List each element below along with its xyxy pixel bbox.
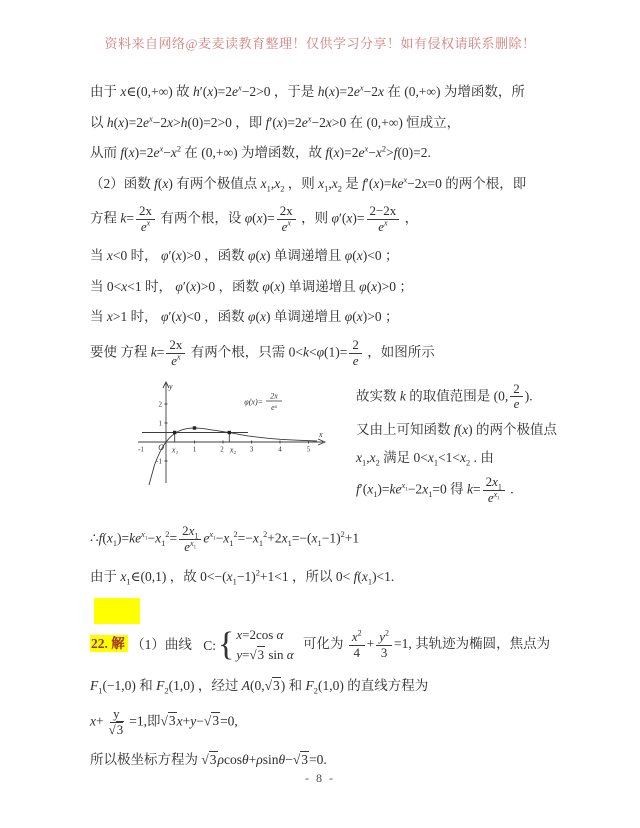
- math-line: $f'(x_1)=ke^{x_1}-2x_1=0$ 得 k= $\frac{2x_1}{e^{x_1}}$ .: [356, 474, 514, 506]
- math-line: 从而 $f(x)=2e^x-x^2$ 在 (0,+∞) 为增函数，故 $f(x)=2e^x-x^2>f(0)=2$.: [90, 144, 431, 161]
- phi-curve: [149, 428, 317, 485]
- function-graph-figure: [136, 380, 328, 490]
- header-notice: 资料来自网络@麦麦读教育整理！仅供学习分享！如有侵权请联系删除！: [104, 36, 536, 51]
- x-axis-label: x: [319, 429, 323, 439]
- x-tick-label: 2: [220, 445, 224, 453]
- y-axis-label: y: [169, 381, 173, 391]
- math-line: （2）函数 f(x) 有两个极值点 $x_1,x_2$ ，则 $x_1,x_2$ 是 $f'(x)=ke^x-2x=0$ 的两个根，即: [90, 175, 527, 194]
- function-graph: [136, 380, 328, 486]
- problem-number-highlighted: 22. 解: [90, 635, 128, 652]
- x-tick-label: 5: [306, 445, 311, 453]
- case-equation: x=2cos α: [236, 626, 284, 642]
- x-tick-label: -1: [138, 445, 144, 453]
- parametric-equations: [203, 626, 293, 666]
- cases-brace: {: [218, 626, 235, 664]
- x1-label: x₁: [171, 445, 179, 454]
- figure-side-text: [356, 380, 557, 515]
- math-line: 所以极坐标方程为 √3ρcosθ+ρsinθ−√3=0.: [90, 751, 327, 767]
- origin-label: O: [158, 442, 164, 452]
- curve-equation-label: [244, 391, 282, 412]
- axes: [138, 382, 325, 485]
- svg-text:φ(x)=: φ(x)=: [244, 397, 263, 406]
- math-line: 可化为 $\frac{x^2}{4}$ + $\frac{y^2}{3}$ =1, 其轨迹为椭圆，焦点为: [302, 628, 551, 660]
- x-tick-label: 4: [278, 445, 282, 453]
- math-line: 方程 k= $\frac{2x}{e^x}$ 有两个根，设 φ(x)= $\frac{2x}{e^x}$ ，则 φ′(x)= $\frac{2-2x}{e^x}$ ，: [90, 203, 419, 235]
- y-tick-label: -1: [156, 457, 162, 465]
- math-line: $x_1,x_2$ 满足 $0<x_1<1<x_2$ . 由: [356, 449, 494, 468]
- curve-name: C:: [203, 637, 217, 653]
- x-tick-label: 3: [249, 445, 254, 453]
- svg-text:eˣ: eˣ: [271, 402, 277, 412]
- content-body: [0, 82, 640, 769]
- figure-row: [90, 380, 600, 515]
- math-line: x+ $\frac{y}{√3}$ =1,即√3x+y−√3=0,: [90, 705, 238, 737]
- y-tick-label: 2: [158, 400, 162, 408]
- math-line: 要使 方程 k= $\frac{2x}{e^x}$ 有两个根，只需 0<k<φ(1)= $\frac{2}{e}$ ，如图所示: [90, 336, 435, 368]
- y-tick-label: 1: [158, 419, 162, 427]
- math-line: 由于 $x_1\in(0,1)$ ，故 $0<-(x_1-1)^2+1<1$ ，所以 $0< f(x_1)<1$.: [90, 568, 395, 587]
- x2-label: x₂: [229, 445, 237, 454]
- intro-text: （1）曲线: [131, 636, 192, 652]
- page-number: - 8 -: [305, 771, 335, 785]
- problem-22-intro-line: [90, 626, 600, 666]
- cases-rows: [236, 626, 293, 666]
- x-tick-label: 1: [192, 445, 197, 453]
- case-equation: y=√3 sin α: [236, 647, 294, 663]
- math-line: 由于 x∈(0,+∞) 故 $h'(x)=2e^x-2>0$ ，于是 $h(x)=2e^x-2x$ 在 (0,+∞) 为增函数，所: [90, 83, 525, 99]
- math-line: 以 $h(x)=2e^x-2x>h(0)=2>0$ ，即 $f'(x)=2e^x-2x>0$ 在 (0,+∞) 恒成立，: [90, 114, 461, 130]
- math-line: 故实数 k 的取值范围是 (0, $\frac{2}{e}$ ).: [356, 380, 533, 412]
- math-line: $F_1(-1,0)$ 和 $F_2(1,0)$ ，经过 A(0,√3) 和 $F_2(1,0)$ 的直线方程为: [90, 678, 429, 696]
- math-line: 当 x<0 时， φ′(x)>0 ，函数 φ(x) 单调递增且 φ(x)<0 ；: [90, 248, 399, 264]
- svg-text:2x: 2x: [270, 391, 278, 400]
- math-line: 当 0<x<1 时， φ′(x)>0 ，函数 φ(x) 单调递增且 φ(x)>0 ；: [90, 278, 413, 294]
- math-line: 当 x>1 时， φ′(x)<0 ，函数 φ(x) 单调递增且 φ(x)>0 ；: [90, 309, 399, 325]
- math-line: 又由上可知函数 f(x) 的两个极值点: [356, 422, 558, 438]
- math-line: $\therefore f(x_1)=ke^{x_1}-x_1^2=$ $\frac{2x_1}{e^{x_1}}$ $e^{x_1}-x_1^2=-x_1^2+2x_1=-(x_1-1)^2+1$: [90, 523, 360, 555]
- highlight-block: [94, 598, 140, 624]
